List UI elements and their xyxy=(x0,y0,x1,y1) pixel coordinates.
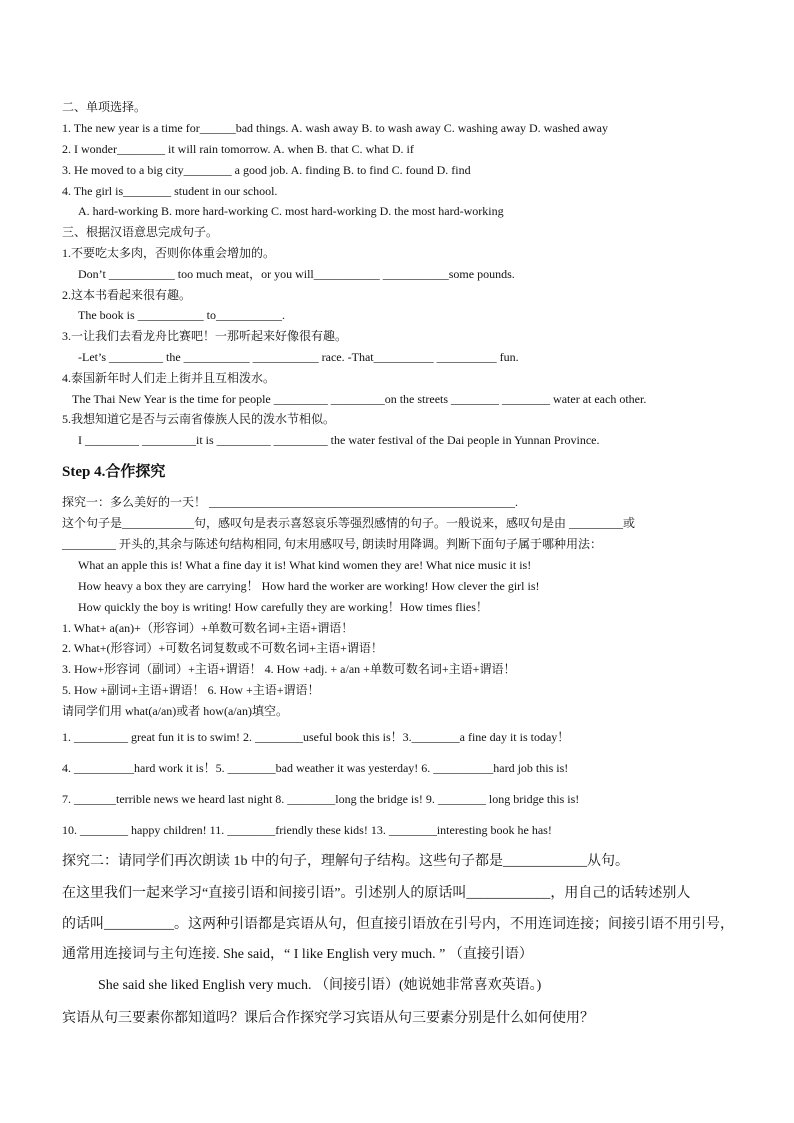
translation-1-english: Don’t ___________ too much meat，or you will___________ ___________some pounds. xyxy=(78,267,515,281)
rule-2: 2. What+(形容词）+可数名词复数或不可数名词+主语+谓语！ xyxy=(62,641,383,655)
translation-5-chinese: 5.我想知道它是否与云南省傣族人民的泼水节相似。 xyxy=(62,412,336,426)
fill-in-row-1: 1. _________ great fun it is to swim! 2. ________useful book this is！3.________a fine day it is today！ xyxy=(62,730,570,744)
mc-question-4-options: A. hard-working B. more hard-working C. most hard-working D. the most hard-working xyxy=(78,204,504,218)
step-4-heading: Step 4.合作探究 xyxy=(62,464,166,480)
explore-2-line-1: 探究二：请同学们再次朗读 1b 中的句子，理解句子结构。这些句子都是____________从句。 xyxy=(62,854,629,869)
example-sentences-row-2: How heavy a box they are carrying！ How hard the worker are working! How clever the girl is! xyxy=(78,579,540,593)
translation-2-english: The book is ___________ to___________. xyxy=(78,308,285,322)
section-3-title: 三、根据汉语意思完成句子。 xyxy=(62,225,219,239)
mc-question-2: 2. I wonder________ it will rain tomorrow. A. when B. that C. what D. if xyxy=(62,142,414,156)
translation-3-chinese: 3.一让我们去看龙舟比赛吧！一那听起来好像很有趣。 xyxy=(62,329,348,343)
mc-question-3: 3. He moved to a big city________ a good job. A. finding B. to find C. found D. find xyxy=(62,163,471,177)
translation-5-english: I _________ _________it is _________ _________ the water festival of the Dai people in Yunnan Province. xyxy=(78,433,600,447)
explore-1-paragraph-line-2: _________ 开头的,其余与陈述句结构相同, 句末用感叹号, 朗读时用降调。判断下面句子属于哪种用法： xyxy=(62,537,603,551)
fill-in-instruction: 请同学们用 what(a/an)或者 how(a/an)填空。 xyxy=(62,704,288,718)
mc-question-4: 4. The girl is________ student in our school. xyxy=(62,184,278,198)
mc-question-1: 1. The new year is a time for______bad things. A. wash away B. to wash away C. washing away D. washed away xyxy=(62,121,608,135)
fill-in-row-4: 10. ________ happy children! 11. ________friendly these kids! 13. ________interesting book he has! xyxy=(62,823,552,837)
example-sentences-row-1: What an apple this is! What a fine day it is! What kind women they are! What nice music it is! xyxy=(78,558,532,572)
translation-4-chinese: 4.泰国新年时人们走上街并且互相泼水。 xyxy=(62,371,276,385)
explore-1-title: 探究一：多么美好的一天！ ___________________________________________________. xyxy=(62,495,519,509)
translation-4-english: The Thai New Year is the time for people _________ _________on the streets ________ ________ water at each other. xyxy=(72,392,647,406)
rule-5-6: 5. How +副词+主语+谓语！ 6. How +主语+谓语！ xyxy=(62,683,320,697)
example-sentences-row-3: How quickly the boy is writing! How carefully they are working！How times flies！ xyxy=(78,600,488,614)
section-2-title: 二、单项选择。 xyxy=(62,100,147,114)
rule-3-4: 3. How+形容词（副词）+主语+谓语！ 4. How +adj. + a/an +单数可数名词+主语+谓语！ xyxy=(62,662,516,676)
fill-in-row-2: 4. __________hard work it is！5. ________bad weather it was yesterday! 6. __________hard job this is! xyxy=(62,761,569,775)
rule-1: 1. What+ a(an)+（形容词）+单数可数名词+主语+谓语！ xyxy=(62,621,354,635)
translation-3-english: -Let’s _________ the ___________ ___________ race. -That__________ __________ fun. xyxy=(78,350,519,364)
explore-2-line-5: She said she liked English very much. （间接引语）(她说她非常喜欢英语。) xyxy=(98,978,542,993)
translation-2-chinese: 2.这本书看起来很有趣。 xyxy=(62,288,192,302)
explore-2-line-3: 的话叫__________。这两种引语都是宾语从句，但直接引语放在引号内，不用连词连接；间接引语不用引号， xyxy=(62,917,734,932)
explore-1-paragraph-line-1: 这个句子是____________句，感叹句是表示喜怒哀乐等强烈感情的句子。一般说来，感叹句是由 _________或 xyxy=(62,516,636,530)
fill-in-row-3: 7. _______terrible news we heard last night 8. ________long the bridge is! 9. ________ long bridge this is! xyxy=(62,792,580,806)
explore-2-line-2: 在这里我们一起来学习“直接引语和间接引语”。引述别人的原话叫____________，用自己的话转述别人 xyxy=(62,886,691,901)
translation-1-chinese: 1.不要吃太多肉，否则你体重会增加的。 xyxy=(62,246,276,260)
explore-2-line-6: 宾语从句三要素你都知道吗？课后合作探究学习宾语从句三要素分别是什么如何使用？ xyxy=(62,1011,594,1026)
explore-2-line-4: 通常用连接词与主句连接. She said，“ I like English very much. ” （直接引语） xyxy=(62,947,533,962)
